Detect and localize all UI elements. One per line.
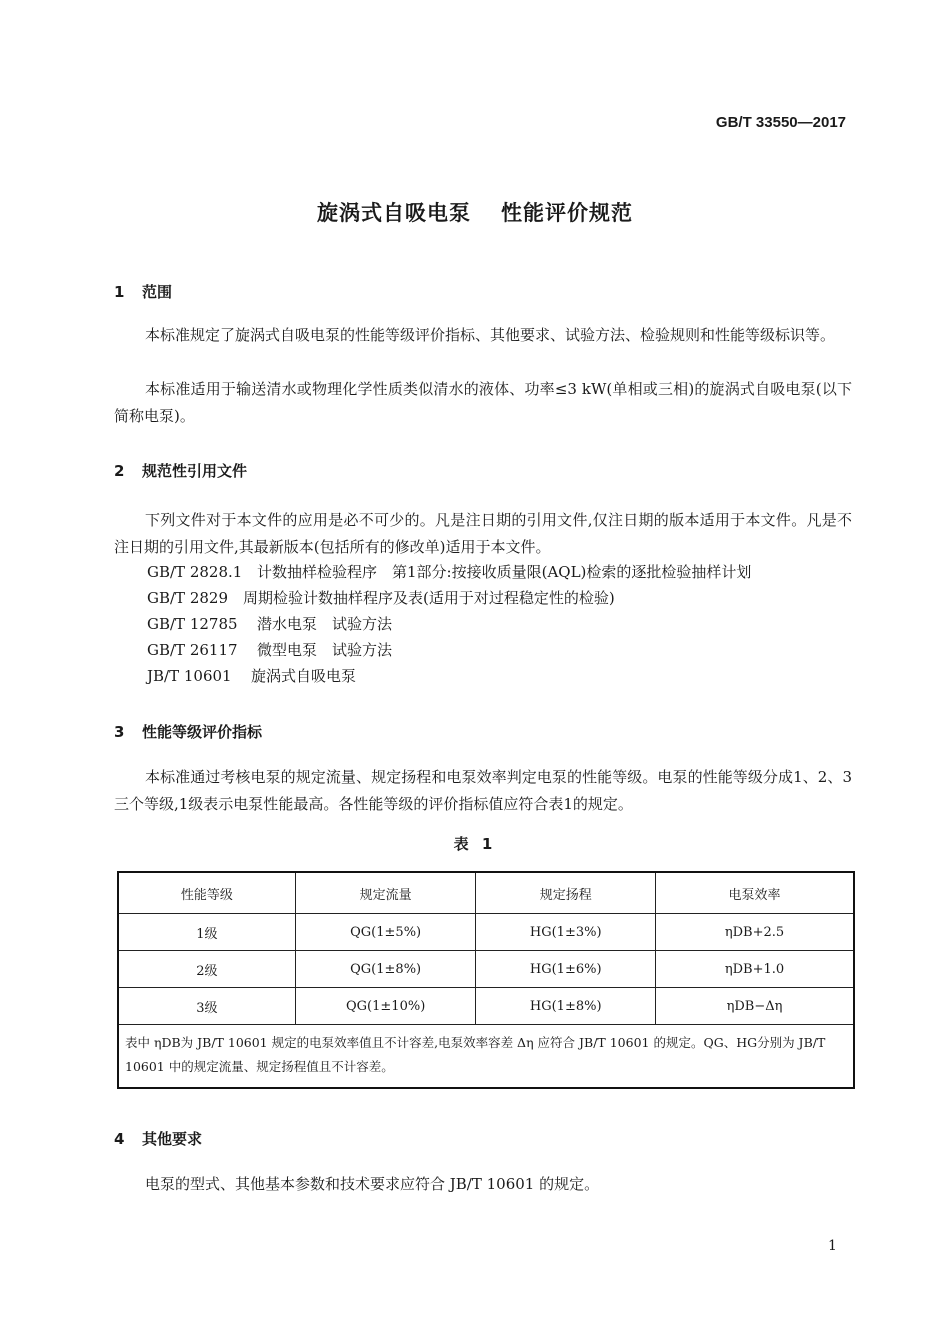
section-2-paragraph-1: 下列文件对于本文件的应用是必不可少的。凡是注日期的引用文件,仅注日期的版本适用于本文件。凡是不注日期的引用文件,其最新版本(包括所有的修改单)适用于本文件。 <box>114 511 852 556</box>
flow-cell: QG(1±8%) <box>295 951 476 988</box>
table-caption: 表 1 <box>453 835 497 853</box>
efficiency-cell: ηDB+2.5 <box>656 914 854 951</box>
section-number: 4 <box>114 1130 125 1148</box>
flow-cell: QG(1±5%) <box>295 914 476 951</box>
section-1-paragraph-1: 本标准规定了旋涡式自吸电泵的性能等级评价指标、其他要求、试验方法、检验规则和性能等级标识等。 <box>145 326 836 344</box>
reference-item <box>147 637 392 663</box>
table-note: 表中 ηDB为 JB/T 10601 规定的电泵效率值且不计容差,电泵效率容差 Δη 应符合 JB/T 10601 的规定。QG、HG分别为 JB/T 10601 中的规定流量、规定扬程值且不计容差。 <box>118 1025 854 1089</box>
page-title <box>0 197 950 227</box>
reference-title: 旋涡式自吸电泵 <box>251 667 357 685</box>
reference-code: GB/T 2828.1 <box>147 563 243 581</box>
table-row <box>118 988 854 1025</box>
column-header: 电泵效率 <box>656 872 854 914</box>
reference-title: 微型电泵 试验方法 <box>257 641 393 659</box>
reference-title: 计数抽样检验程序 第1部分:按接收质量限(AQL)检索的逐批检验抽样计划 <box>257 563 752 581</box>
grade-cell: 2级 <box>118 951 295 988</box>
reference-item <box>147 585 615 611</box>
section-3-heading <box>114 721 262 742</box>
reference-code: JB/T 10601 <box>147 667 232 685</box>
flow-cell: QG(1±10%) <box>295 988 476 1025</box>
table-row <box>118 951 854 988</box>
reference-title: 周期检验计数抽样程序及表(适用于对过程稳定性的检验) <box>243 589 615 607</box>
column-header: 规定流量 <box>295 872 476 914</box>
section-number: 2 <box>114 462 125 480</box>
reference-item <box>147 611 392 637</box>
reference-code: GB/T 12785 <box>147 615 238 633</box>
column-header: 性能等级 <box>118 872 295 914</box>
section-4-paragraph-1: 电泵的型式、其他基本参数和技术要求应符合 JB/T 10601 的规定。 <box>145 1175 600 1193</box>
reference-code: GB/T 26117 <box>147 641 238 659</box>
section-1-paragraph-2: 本标准适用于输送清水或物理化学性质类似清水的液体、功率≤3 kW(单相或三相)的旋涡式自吸电泵(以下简称电泵)。 <box>114 380 852 425</box>
table-header-row <box>118 872 854 914</box>
document-number: GB/T 33550—2017 <box>715 114 846 131</box>
efficiency-cell: ηDB−Δη <box>656 988 854 1025</box>
section-2-heading <box>114 460 247 481</box>
head-cell: HG(1±8%) <box>476 988 656 1025</box>
section-3-paragraph-1: 本标准通过考核电泵的规定流量、规定扬程和电泵效率判定电泵的性能等级。电泵的性能等级分成1、2、3三个等级,1级表示电泵性能最高。各性能等级的评价指标值应符合表1的规定。 <box>114 768 852 813</box>
section-title: 性能等级评价指标 <box>142 723 263 741</box>
section-number: 3 <box>114 723 125 741</box>
reference-item <box>147 663 356 689</box>
reference-code: GB/T 2829 <box>147 589 229 607</box>
column-header: 规定扬程 <box>476 872 656 914</box>
reference-title: 潜水电泵 试验方法 <box>257 615 393 633</box>
reference-item <box>147 559 751 585</box>
efficiency-cell: ηDB+1.0 <box>656 951 854 988</box>
title-part-1: 旋涡式自吸电泵 <box>317 201 471 225</box>
grade-cell: 3级 <box>118 988 295 1025</box>
performance-grade-table <box>117 871 855 1089</box>
head-cell: HG(1±3%) <box>476 914 656 951</box>
section-title: 其他要求 <box>142 1130 203 1148</box>
section-4-heading <box>114 1128 202 1149</box>
table-note-row <box>118 1025 854 1089</box>
section-number: 1 <box>114 283 125 301</box>
section-1-heading <box>114 281 172 302</box>
title-part-2: 性能评价规范 <box>501 201 633 225</box>
grade-cell: 1级 <box>118 914 295 951</box>
head-cell: HG(1±6%) <box>476 951 656 988</box>
section-title: 范围 <box>142 283 173 301</box>
section-title: 规范性引用文件 <box>142 462 248 480</box>
table-row <box>118 914 854 951</box>
page-number: 1 <box>828 1238 837 1254</box>
